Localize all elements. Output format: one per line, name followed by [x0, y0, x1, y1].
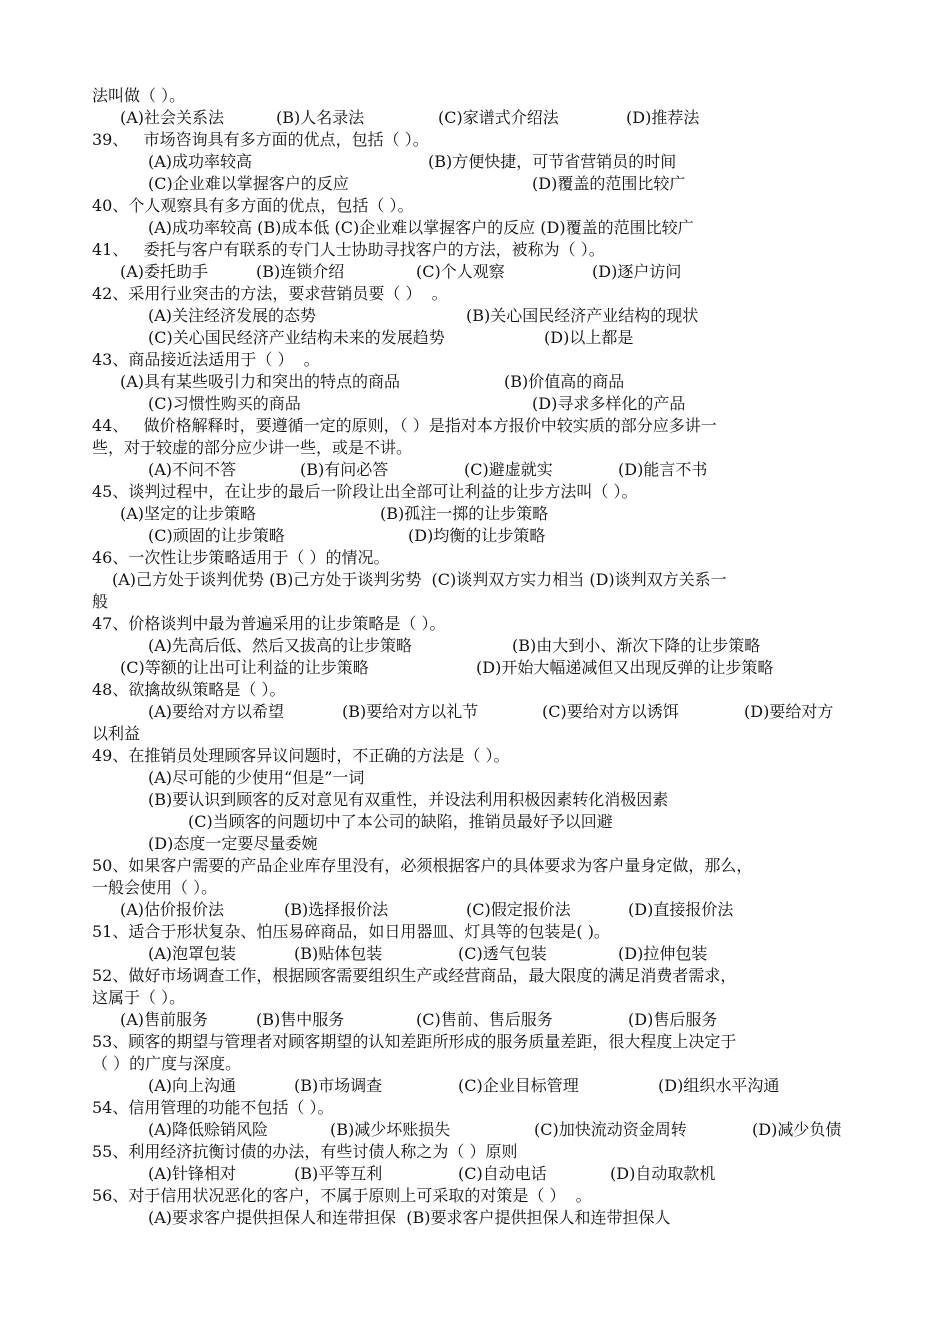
option-text: (C)家谱式介绍法	[438, 108, 559, 127]
text-line: 40、个人观察具有多方面的优点，包括（ ）。	[92, 196, 414, 215]
option-text: (B)关心国民经济产业结构的现状	[466, 306, 699, 325]
option-text: (C)避虚就实	[464, 460, 553, 479]
option-text: (B)减少坏账损失	[330, 1120, 451, 1139]
option-text: (A)坚定的让步策略	[120, 504, 257, 523]
option-text: (C)企业目标管理	[458, 1076, 579, 1095]
option-text: (D)要给对方	[744, 702, 834, 721]
option-text: (A)具有某些吸引力和突出的特点的商品	[120, 372, 401, 391]
text-line: (A)成功率较高 (B)成本低 (C)企业难以掌握客户的反应 (D)覆盖的范围比较广	[148, 218, 694, 237]
text-line: (A)己方处于谈判优势 (B)己方处于谈判劣势 (C)谈判双方实力相当 (D)谈判双方关系一	[112, 570, 727, 589]
option-text: (D)寻求多样化的产品	[532, 394, 686, 413]
text-line: 47、价格谈判中最为普遍采用的让步策略是（ ）。	[92, 614, 446, 633]
option-text: (D)推荐法	[626, 108, 700, 127]
option-text: (C)顽固的让步策略	[148, 526, 285, 545]
option-text: (C)假定报价法	[466, 900, 571, 919]
text-line: 以利益	[92, 724, 141, 743]
option-text: (A)委托助手	[120, 262, 209, 281]
option-text: (A)针锋相对	[148, 1164, 237, 1183]
text-line: 些，对于较虚的部分应少讲一些，或是不讲。	[92, 438, 413, 457]
option-text: (C)企业难以掌握客户的反应	[148, 174, 349, 193]
option-text: (C)透气包装	[458, 944, 547, 963]
text-line: 52、做好市场调查工作，根据顾客需要组织生产或经营商品，最大限度的满足消费者需求，	[92, 966, 737, 985]
option-text: (D)组织水平沟通	[658, 1076, 780, 1095]
option-text: (B)要给对方以礼节	[342, 702, 479, 721]
text-line: (B)要认识到顾客的反对意见有双重性，并设法利用积极因素转化消极因素	[148, 790, 669, 809]
text-line: 49、在推销员处理顾客异议问题时，不正确的方法是（ ）。	[92, 746, 510, 765]
text-line: 50、如果客户需要的产品企业库存里没有，必须根据客户的具体要求为客户量身定做，那么，	[92, 856, 753, 875]
option-text: (D)以上都是	[544, 328, 634, 347]
text-line: 54、信用管理的功能不包括（ ）。	[92, 1098, 334, 1117]
option-text: (A)泡罩包装	[148, 944, 237, 963]
text-line: 45、谈判过程中，在让步的最后一阶段让出全部可让利益的让步方法叫（ ）。	[92, 482, 638, 501]
option-text: (B)孤注一掷的让步策略	[380, 504, 549, 523]
option-text: (A)降低赊销风险	[148, 1120, 269, 1139]
option-text: (D)逐户访问	[592, 262, 682, 281]
text-line: (A)尽可能的少使用“但是”一词	[148, 768, 365, 787]
text-line: 51、适合于形状复杂、怕压易碎商品，如日用器皿、灯具等的包装是( )。	[92, 922, 610, 941]
text-line: 41、 委托与客户有联系的专门人士协助寻找客户的方法，被称为（ ）。	[92, 240, 605, 259]
text-line: 法叫做（ ）。	[92, 86, 186, 105]
text-line: 53、顾客的期望与管理者对顾客期望的认知差距所形成的服务质量差距，很大程度上决定于	[92, 1032, 737, 1051]
option-text: (B)平等互利	[294, 1164, 383, 1183]
text-line: 48、欲擒故纵策略是（ ）。	[92, 680, 286, 699]
text-line: 46、一次性让步策略适用于（ ）的情况。	[92, 548, 390, 567]
option-text: (D)覆盖的范围比较广	[532, 174, 686, 193]
option-text: (A)成功率较高	[148, 152, 253, 171]
option-text: (B)有问必答	[300, 460, 389, 479]
text-line: 56、对于信用状况恶化的客户，不属于原则上可采取的对策是（ ） 。	[92, 1186, 592, 1205]
option-text: (C)售前、售后服务	[416, 1010, 553, 1029]
option-text: (C)关心国民经济产业结构未来的发展趋势	[148, 328, 445, 347]
text-line: 般	[92, 592, 109, 611]
option-text: (D)直接报价法	[628, 900, 734, 919]
option-text: (C)自动电话	[458, 1164, 547, 1183]
text-line: （ ）的广度与深度。	[92, 1054, 242, 1073]
option-text: (D)均衡的让步策略	[408, 526, 546, 545]
option-text: (B)连锁介绍	[256, 262, 345, 281]
option-text: (D)拉伸包装	[618, 944, 708, 963]
text-line: 55、利用经济抗衡讨债的办法，有些讨债人称之为（ ）原则	[92, 1142, 518, 1161]
text-line: (C)当顾客的问题切中了本公司的缺陷，推销员最好予以回避	[188, 812, 613, 831]
text-line: 这属于（ ）。	[92, 988, 186, 1007]
option-text: (A)售前服务	[120, 1010, 209, 1029]
option-text: (A)要给对方以希望	[148, 702, 285, 721]
option-text: (C)加快流动资金周转	[534, 1120, 687, 1139]
option-text: (B)市场调查	[294, 1076, 383, 1095]
option-text: (B)选择报价法	[284, 900, 389, 919]
option-text: (A)社会关系法	[120, 108, 225, 127]
option-text: (A)估价报价法	[120, 900, 225, 919]
option-text: (D)自动取款机	[610, 1164, 716, 1183]
option-text: (C)个人观察	[416, 262, 505, 281]
option-text: (D)售后服务	[628, 1010, 718, 1029]
text-line: (A)要求客户提供担保人和连带担保 (B)要求客户提供担保人和连带担保人	[148, 1208, 671, 1227]
option-text: (B)由大到小、渐次下降的让步策略	[512, 636, 761, 655]
option-text: (D)减少负债	[752, 1120, 842, 1139]
option-text: (B)价值高的商品	[504, 372, 625, 391]
option-text: (B)贴体包装	[294, 944, 383, 963]
text-line: (D)态度一定要尽量委婉	[148, 834, 318, 853]
option-text: (B)人名录法	[276, 108, 365, 127]
option-text: (C)要给对方以诱饵	[542, 702, 679, 721]
text-line: 一般会使用（ ）。	[92, 878, 218, 897]
option-text: (B)方便快捷，可节省营销员的时间	[428, 152, 677, 171]
option-text: (A)先高后低、然后又拔高的让步策略	[148, 636, 413, 655]
option-text: (B)售中服务	[256, 1010, 345, 1029]
option-text: (A)向上沟通	[148, 1076, 237, 1095]
text-line: 39、 市场咨询具有多方面的优点，包括（ ）。	[92, 130, 429, 149]
text-line: 44、 做价格解释时，要遵循一定的原则，（ ）是指对本方报价中较实质的部分应多讲一	[92, 416, 717, 435]
option-text: (C)习惯性购买的商品	[148, 394, 301, 413]
text-line: 43、商品接近法适用于（ ） 。	[92, 350, 320, 369]
option-text: (D)开始大幅递减但又出现反弹的让步策略	[476, 658, 774, 677]
option-text: (A)关注经济发展的态势	[148, 306, 317, 325]
text-line: 42、采用行业突击的方法，要求营销员要（ ） 。	[92, 284, 448, 303]
option-text: (A)不问不答	[148, 460, 237, 479]
option-text: (C)等额的让出可让利益的让步策略	[120, 658, 369, 677]
option-text: (D)能言不书	[618, 460, 708, 479]
